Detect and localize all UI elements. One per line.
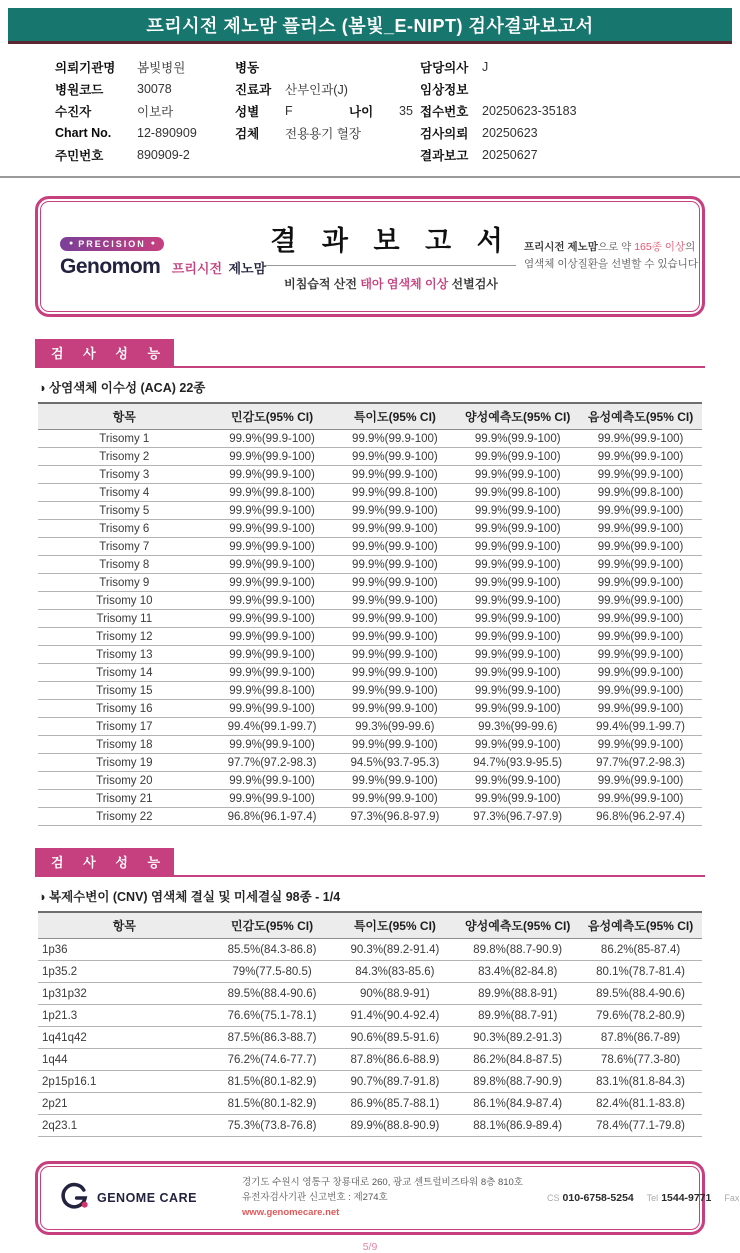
cs-number: 010-6758-5254 — [562, 1191, 634, 1204]
table-row — [38, 718, 702, 736]
banner-note-line1 — [524, 239, 716, 255]
value-cell: 99.9%(99.9-100) — [211, 628, 334, 646]
value-cell: 99.9%(99.9-100) — [579, 538, 702, 556]
column-header: 음성예측도(95% CI) — [579, 912, 702, 939]
value-cell: 99.9%(99.8-100) — [211, 682, 334, 700]
value-cell: 89.9%(88.8-90.9) — [333, 1115, 456, 1137]
value-cell: 99.9%(99.9-100) — [211, 430, 334, 448]
column-header: 항목 — [38, 403, 211, 430]
info-row — [235, 78, 420, 100]
table-row — [38, 1115, 702, 1137]
value-cell: 96.8%(96.2-97.4) — [579, 808, 702, 826]
value-cell: 99.9%(99.9-100) — [579, 736, 702, 754]
value-cell: 99.9%(99.9-100) — [456, 466, 579, 484]
value-cell: 94.7%(93.9-95.5) — [456, 754, 579, 772]
value-cell: 99.9%(99.9-100) — [579, 556, 702, 574]
value-cell: 78.6%(77.3-80) — [579, 1049, 702, 1071]
banner-subtitle — [266, 275, 516, 292]
report-title: 프리시전 제노맘 플러스 (봄빛_E-NIPT) 검사결과보고서 — [146, 15, 594, 36]
value-cell: 99.9%(99.9-100) — [456, 610, 579, 628]
info-row — [420, 78, 710, 100]
value-cell: 86.2%(85-87.4) — [579, 939, 702, 961]
value-cell: 99.9%(99.9-100) — [456, 520, 579, 538]
info-row — [235, 56, 420, 78]
table-row — [38, 466, 702, 484]
value-cell: 83.4%(82-84.8) — [456, 961, 579, 983]
table-row — [38, 682, 702, 700]
info-row — [235, 100, 420, 122]
table-row — [38, 448, 702, 466]
field-value: 산부인과(J) — [285, 83, 348, 97]
value-cell: 99.9%(99.9-100) — [333, 520, 456, 538]
field-label: Chart No. — [55, 126, 112, 140]
field-label: 병동 — [235, 61, 260, 75]
item-cell: 1q44 — [38, 1049, 211, 1071]
value-cell: 90.3%(89.2-91.3) — [456, 1027, 579, 1049]
value-cell: 99.9%(99.9-100) — [456, 682, 579, 700]
website-link[interactable]: www.genomecare.net — [242, 1207, 340, 1219]
section2-subtitle: ◑ 복제수변이 (CNV) 염색체 결실 및 미세결실 98종 - 1/4 — [38, 890, 341, 904]
value-cell: 99.9%(99.9-100) — [456, 574, 579, 592]
value-cell: 99.9%(99.9-100) — [579, 430, 702, 448]
field-label: 접수번호 — [420, 105, 469, 119]
section2-header-badge: 검 사 성 능 — [35, 848, 174, 875]
value-cell: 85.5%(84.3-86.8) — [211, 939, 334, 961]
value-cell: 90.6%(89.5-91.6) — [333, 1027, 456, 1049]
value-cell: 76.2%(74.6-77.7) — [211, 1049, 334, 1071]
badge-dot-icon: ● — [69, 240, 74, 248]
field-label: 병원코드 — [55, 83, 104, 97]
item-cell: Trisomy 7 — [38, 538, 211, 556]
value-cell: 81.5%(80.1-82.9) — [211, 1071, 334, 1093]
value-cell: 89.5%(88.4-90.6) — [211, 983, 334, 1005]
value-cell: 99.9%(99.9-100) — [333, 502, 456, 520]
report-title-bar — [8, 8, 732, 41]
value-cell: 99.4%(99.1-99.7) — [579, 718, 702, 736]
item-cell: Trisomy 22 — [38, 808, 211, 826]
item-cell: Trisomy 4 — [38, 484, 211, 502]
column-header: 특이도(95% CI) — [333, 403, 456, 430]
item-cell: 2p15p16.1 — [38, 1071, 211, 1093]
value-cell: 99.9%(99.9-100) — [211, 610, 334, 628]
value-cell: 82.4%(81.1-83.8) — [579, 1093, 702, 1115]
value-cell: 99.9%(99.9-100) — [211, 790, 334, 808]
value-cell: 99.3%(99-99.6) — [333, 718, 456, 736]
item-cell: Trisomy 8 — [38, 556, 211, 574]
cnv-table-wrap — [38, 911, 702, 1137]
value-cell: 99.9%(99.9-100) — [333, 646, 456, 664]
value-cell: 99.9%(99.9-100) — [211, 520, 334, 538]
value-cell: 99.9%(99.9-100) — [333, 736, 456, 754]
value-cell: 88.1%(86.9-89.4) — [456, 1115, 579, 1137]
table-row — [38, 1005, 702, 1027]
item-cell: 1p36 — [38, 939, 211, 961]
value-cell: 89.9%(88.7-91) — [456, 1005, 579, 1027]
value-cell: 99.9%(99.9-100) — [456, 556, 579, 574]
value-cell: 99.9%(99.9-100) — [579, 790, 702, 808]
value-cell: 99.9%(99.9-100) — [333, 700, 456, 718]
genome-care-logo — [58, 1182, 228, 1214]
brand-line — [60, 254, 267, 279]
field-value: 봄빛병원 — [137, 61, 186, 75]
value-cell: 87.8%(86.6-88.9) — [333, 1049, 456, 1071]
result-banner-box — [35, 196, 705, 317]
value-cell: 99.9%(99.9-100) — [579, 646, 702, 664]
patient-info-column-left — [55, 56, 235, 166]
section1-header-badge: 검 사 성 능 — [35, 339, 174, 366]
table-row — [38, 961, 702, 983]
table-row — [38, 790, 702, 808]
aca-performance-table — [38, 402, 702, 826]
value-cell: 99.9%(99.9-100) — [579, 520, 702, 538]
field-value: J — [482, 60, 489, 74]
aca-table-wrap — [38, 402, 702, 826]
table-header-row — [38, 912, 702, 939]
value-cell: 99.9%(99.9-100) — [456, 538, 579, 556]
value-cell: 99.9%(99.9-100) — [456, 772, 579, 790]
value-cell: 99.9%(99.9-100) — [579, 448, 702, 466]
value-cell: 99.9%(99.9-100) — [211, 556, 334, 574]
info-row — [420, 56, 710, 78]
table-row — [38, 592, 702, 610]
genomom-logo — [60, 232, 267, 279]
table-row — [38, 664, 702, 682]
value-cell: 99.9%(99.9-100) — [579, 502, 702, 520]
value-cell: 89.8%(88.7-90.9) — [456, 939, 579, 961]
value-cell: 99.9%(99.9-100) — [456, 430, 579, 448]
value-cell: 99.9%(99.9-100) — [579, 772, 702, 790]
table-row — [38, 430, 702, 448]
value-cell: 99.9%(99.9-100) — [456, 502, 579, 520]
item-cell: Trisomy 12 — [38, 628, 211, 646]
value-cell: 99.9%(99.9-100) — [211, 736, 334, 754]
value-cell: 97.3%(96.8-97.9) — [333, 808, 456, 826]
item-cell: Trisomy 15 — [38, 682, 211, 700]
value-cell: 86.2%(84.8-87.5) — [456, 1049, 579, 1071]
table-row — [38, 939, 702, 961]
item-cell: 1p21.3 — [38, 1005, 211, 1027]
value-cell: 89.8%(88.7-90.9) — [456, 1071, 579, 1093]
fax-label: Fax — [724, 1192, 740, 1203]
field-value: F — [285, 104, 293, 118]
field-label: 의뢰기관명 — [55, 61, 116, 75]
table-row — [38, 628, 702, 646]
value-cell: 99.9%(99.9-100) — [579, 592, 702, 610]
table-row — [38, 1049, 702, 1071]
field-value: 890909-2 — [137, 148, 190, 162]
table-row — [38, 484, 702, 502]
value-cell: 99.9%(99.8-100) — [211, 484, 334, 502]
value-cell: 99.9%(99.9-100) — [333, 466, 456, 484]
value-cell: 79.6%(78.2-80.9) — [579, 1005, 702, 1027]
table-row — [38, 1093, 702, 1115]
value-cell: 78.4%(77.1-79.8) — [579, 1115, 702, 1137]
value-cell: 99.9%(99.9-100) — [333, 682, 456, 700]
item-cell: Trisomy 6 — [38, 520, 211, 538]
item-cell: Trisomy 10 — [38, 592, 211, 610]
value-cell: 97.7%(97.2-98.3) — [579, 754, 702, 772]
field-label: 결과보고 — [420, 149, 469, 163]
table-row — [38, 700, 702, 718]
precision-badge-label: PRECISION — [78, 238, 146, 249]
value-cell: 99.9%(99.8-100) — [333, 484, 456, 502]
value-cell: 99.9%(99.9-100) — [456, 592, 579, 610]
info-row — [420, 100, 710, 122]
banner-note-line2: 염색체 이상질환을 선별할 수 있습니다 — [524, 257, 698, 270]
value-cell: 99.9%(99.9-100) — [579, 664, 702, 682]
field-label: 주민번호 — [55, 149, 104, 163]
value-cell: 99.9%(99.9-100) — [579, 628, 702, 646]
value-cell: 99.9%(99.9-100) — [211, 502, 334, 520]
value-cell: 99.9%(99.9-100) — [456, 646, 579, 664]
brand-name-kr-accent: 프리시전 — [171, 260, 223, 276]
field-label: 검체 — [235, 127, 260, 141]
field-label: 수진자 — [55, 105, 92, 119]
table-row — [38, 736, 702, 754]
precision-badge — [60, 237, 164, 251]
value-cell: 99.9%(99.9-100) — [211, 466, 334, 484]
field-value: 전용용기 혈장 — [285, 127, 361, 141]
address-line1: 경기도 수원시 영통구 창룡대로 260, 광교 센트럴비즈타워 8층 810호 — [242, 1177, 523, 1188]
value-cell: 99.9%(99.9-100) — [333, 592, 456, 610]
value-cell: 99.3%(99-99.6) — [456, 718, 579, 736]
info-row — [420, 144, 710, 166]
item-cell: Trisomy 9 — [38, 574, 211, 592]
field-value: 20250627 — [482, 148, 538, 162]
field-label: 임상정보 — [420, 83, 469, 97]
field-label: 진료과 — [235, 83, 272, 97]
address-line2: 유전자검사기관 신고번호 : 제274호 — [242, 1192, 388, 1204]
field-label: 검사의뢰 — [420, 127, 469, 141]
table-row — [38, 538, 702, 556]
note-post: 의 — [685, 241, 696, 254]
field-value: 20250623-35183 — [482, 104, 577, 118]
value-cell: 86.1%(84.9-87.4) — [456, 1093, 579, 1115]
patient-info-column-middle — [235, 56, 420, 166]
value-cell: 99.9%(99.9-100) — [211, 664, 334, 682]
table-header-row — [38, 403, 702, 430]
footer-box — [35, 1161, 740, 1235]
section1-header-bar — [35, 339, 705, 368]
value-cell: 99.9%(99.9-100) — [211, 592, 334, 610]
banner-title: 결 과 보 고 서 — [270, 226, 512, 256]
field-value: 20250623 — [482, 126, 538, 140]
value-cell: 99.9%(99.9-100) — [211, 448, 334, 466]
patient-info-column-right — [420, 56, 710, 166]
value-cell: 99.9%(99.9-100) — [333, 772, 456, 790]
value-cell: 80.1%(78.7-81.4) — [579, 961, 702, 983]
value-cell: 94.5%(93.7-95.3) — [333, 754, 456, 772]
column-header: 항목 — [38, 912, 211, 939]
table-row — [38, 1027, 702, 1049]
info-row — [55, 56, 235, 78]
item-cell: 2p21 — [38, 1093, 211, 1115]
item-cell: Trisomy 2 — [38, 448, 211, 466]
field-value: 12-890909 — [137, 126, 197, 140]
table-row — [38, 772, 702, 790]
value-cell: 91.4%(90.4-92.4) — [333, 1005, 456, 1027]
item-cell: Trisomy 17 — [38, 718, 211, 736]
note-mid: 으로 약 — [597, 241, 635, 254]
item-cell: Trisomy 18 — [38, 736, 211, 754]
result-banner — [38, 199, 702, 314]
value-cell: 99.9%(99.8-100) — [579, 484, 702, 502]
badge-dot-icon: ● — [150, 240, 155, 248]
banner-divider — [266, 265, 516, 266]
table-row — [38, 574, 702, 592]
item-cell: Trisomy 3 — [38, 466, 211, 484]
table-row — [38, 646, 702, 664]
item-cell: Trisomy 5 — [38, 502, 211, 520]
brand-name-en: Genomom — [60, 254, 161, 278]
value-cell: 99.9%(99.9-100) — [333, 538, 456, 556]
value-cell: 97.3%(96.7-97.9) — [456, 808, 579, 826]
value-cell: 90.3%(89.2-91.4) — [333, 939, 456, 961]
item-cell: Trisomy 13 — [38, 646, 211, 664]
section1-subtitle: ◑ 상염색체 이수성 (ACA) 22종 — [38, 381, 206, 395]
column-header: 양성예측도(95% CI) — [456, 403, 579, 430]
value-cell: 99.9%(99.9-100) — [579, 682, 702, 700]
tel-number: 1544-9771 — [661, 1191, 712, 1204]
field-value: 35 — [399, 104, 413, 118]
cnv-performance-table — [38, 911, 702, 1137]
value-cell: 99.4%(99.1-99.7) — [211, 718, 334, 736]
value-cell: 99.9%(99.9-100) — [333, 556, 456, 574]
value-cell: 99.9%(99.9-100) — [333, 664, 456, 682]
value-cell: 79%(77.5-80.5) — [211, 961, 334, 983]
value-cell: 99.9%(99.8-100) — [456, 484, 579, 502]
table-row — [38, 1071, 702, 1093]
table-row — [38, 556, 702, 574]
field-label: 나이 — [349, 105, 374, 119]
tel-label: Tel — [646, 1192, 659, 1203]
field-value: 30078 — [137, 82, 172, 96]
genome-care-name: GENOME CARE — [97, 1190, 197, 1205]
info-row — [55, 78, 235, 100]
item-cell: Trisomy 1 — [38, 430, 211, 448]
field-label: 담당의사 — [420, 61, 469, 75]
item-cell: 1p31p32 — [38, 983, 211, 1005]
value-cell: 90%(88.9-91) — [333, 983, 456, 1005]
table-row — [38, 610, 702, 628]
value-cell: 75.3%(73.8-76.8) — [211, 1115, 334, 1137]
column-header: 음성예측도(95% CI) — [579, 403, 702, 430]
genome-care-logo-icon — [58, 1182, 90, 1214]
section2-header-bar — [35, 848, 705, 877]
table-row — [38, 983, 702, 1005]
value-cell: 81.5%(80.1-82.9) — [211, 1093, 334, 1115]
info-row — [55, 100, 235, 122]
value-cell: 86.9%(85.7-88.1) — [333, 1093, 456, 1115]
field-value: 이보라 — [137, 105, 174, 119]
value-cell: 84.3%(83-85.6) — [333, 961, 456, 983]
value-cell: 83.1%(81.8-84.3) — [579, 1071, 702, 1093]
value-cell: 96.8%(96.1-97.4) — [211, 808, 334, 826]
value-cell: 99.9%(99.9-100) — [211, 538, 334, 556]
item-cell: Trisomy 11 — [38, 610, 211, 628]
item-cell: 2q23.1 — [38, 1115, 211, 1137]
banner-subtitle-post: 선별검사 — [448, 277, 498, 291]
column-header: 민감도(95% CI) — [211, 403, 334, 430]
item-cell: Trisomy 20 — [38, 772, 211, 790]
table-row — [38, 754, 702, 772]
value-cell: 99.9%(99.9-100) — [333, 430, 456, 448]
footer-contacts — [537, 1192, 740, 1204]
table-row — [38, 808, 702, 826]
banner-subtitle-pre: 비침습적 산전 — [284, 277, 361, 291]
info-row — [235, 122, 420, 144]
patient-info-section — [0, 44, 740, 178]
value-cell: 99.9%(99.9-100) — [333, 628, 456, 646]
value-cell: 99.9%(99.9-100) — [456, 736, 579, 754]
table-row — [38, 502, 702, 520]
value-cell: 99.9%(99.9-100) — [456, 628, 579, 646]
value-cell: 99.9%(99.9-100) — [456, 664, 579, 682]
item-cell: Trisomy 14 — [38, 664, 211, 682]
value-cell: 90.7%(89.7-91.8) — [333, 1071, 456, 1093]
info-row — [420, 122, 710, 144]
field-label: 성별 — [235, 105, 260, 119]
info-row — [55, 144, 235, 166]
brand-name-kr: 제노맘 — [228, 260, 267, 276]
value-cell: 99.9%(99.9-100) — [211, 574, 334, 592]
value-cell: 99.9%(99.9-100) — [211, 772, 334, 790]
banner-subtitle-accent: 태아 염색체 이상 — [360, 277, 449, 291]
value-cell: 99.9%(99.9-100) — [456, 448, 579, 466]
footer-address — [242, 1175, 523, 1221]
value-cell: 89.5%(88.4-90.6) — [579, 983, 702, 1005]
item-cell: Trisomy 19 — [38, 754, 211, 772]
value-cell: 87.8%(86.7-89) — [579, 1027, 702, 1049]
value-cell: 99.9%(99.9-100) — [333, 574, 456, 592]
page-number: 5/9 — [362, 1240, 378, 1253]
item-cell: 1p35.2 — [38, 961, 211, 983]
value-cell: 99.9%(99.9-100) — [579, 700, 702, 718]
value-cell: 87.5%(86.3-88.7) — [211, 1027, 334, 1049]
column-header: 민감도(95% CI) — [211, 912, 334, 939]
value-cell: 99.9%(99.9-100) — [211, 646, 334, 664]
item-cell: 1q41q42 — [38, 1027, 211, 1049]
value-cell: 99.9%(99.9-100) — [579, 466, 702, 484]
value-cell: 99.9%(99.9-100) — [456, 700, 579, 718]
note-bold: 프리시전 제노맘 — [524, 241, 598, 254]
value-cell: 99.9%(99.9-100) — [456, 790, 579, 808]
item-cell: Trisomy 21 — [38, 790, 211, 808]
value-cell: 99.9%(99.9-100) — [333, 448, 456, 466]
info-row — [55, 122, 235, 144]
table-row — [38, 520, 702, 538]
value-cell: 97.7%(97.2-98.3) — [211, 754, 334, 772]
value-cell: 99.9%(99.9-100) — [333, 790, 456, 808]
value-cell: 76.6%(75.1-78.1) — [211, 1005, 334, 1027]
value-cell: 99.9%(99.9-100) — [579, 574, 702, 592]
value-cell: 99.9%(99.9-100) — [211, 700, 334, 718]
value-cell: 99.9%(99.9-100) — [333, 610, 456, 628]
banner-right-note — [524, 239, 716, 272]
cs-label: CS — [547, 1192, 560, 1203]
value-cell: 99.9%(99.9-100) — [579, 610, 702, 628]
banner-center — [266, 219, 516, 292]
value-cell: 89.9%(88.8-91) — [456, 983, 579, 1005]
column-header: 양성예측도(95% CI) — [456, 912, 579, 939]
note-accent: 165종 이상 — [634, 241, 686, 254]
item-cell: Trisomy 16 — [38, 700, 211, 718]
column-header: 특이도(95% CI) — [333, 912, 456, 939]
